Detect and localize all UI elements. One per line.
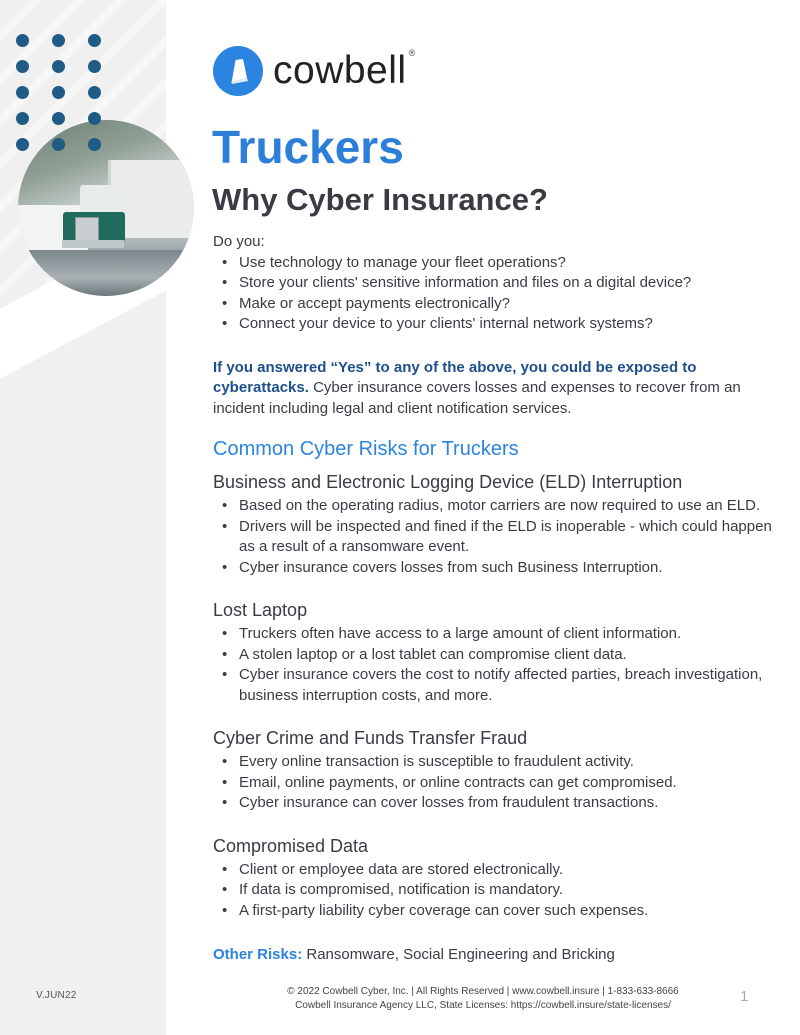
list-item: • Based on the operating radius, motor carriers are now required to use an ELD.: [213, 496, 773, 517]
risk-title: Business and Electronic Logging Device (ELD) Interruption: [213, 472, 683, 492]
dot: [16, 112, 29, 125]
dot: [16, 34, 29, 47]
dot: [52, 60, 65, 73]
list-item: • Client or employee data are stored electronically.: [213, 860, 773, 881]
list-item: • A first-party liability cyber coverage can cover such expenses.: [213, 901, 773, 922]
list-item: • Cyber insurance can cover losses from fraudulent transactions.: [213, 793, 773, 814]
dot: [88, 86, 101, 99]
callout-bold: If you answered “Yes” to any of the above, you could be exposed to cyberattacks.: [213, 358, 697, 396]
risk-section-lost-laptop: [213, 596, 773, 706]
main-content: [213, 232, 773, 981]
dot: [88, 138, 101, 151]
risk-title: Compromised Data: [213, 835, 369, 856]
dot: [88, 112, 101, 125]
risk-list: [213, 496, 773, 578]
risk-section-compromised-data: [213, 832, 773, 922]
risk-title: Lost Laptop: [213, 600, 308, 620]
risks-heading: Common Cyber Risks for Truckers: [213, 438, 519, 460]
dot-grid-decoration: [16, 34, 102, 151]
other-risks-label: Other Risks:: [213, 946, 303, 963]
dot: [88, 34, 101, 47]
list-item: • Cyber insurance covers the cost to notify affected parties, breach investigation, business interruption costs, and more.: [213, 665, 773, 706]
list-item: • Every online transaction is susceptible to fraudulent activity.: [213, 752, 773, 773]
risk-title: Cyber Crime and Funds Transfer Fraud: [213, 728, 528, 748]
dot: [88, 60, 101, 73]
version-label: V.JUN22: [36, 990, 77, 1001]
risk-list: [213, 624, 773, 706]
other-risks-text: Ransomware, Social Engineering and Bricking: [302, 946, 615, 963]
list-item: • If data is compromised, notification is mandatory.: [213, 880, 773, 901]
dot: [52, 34, 65, 47]
list-item: • Store your clients' sensitive information and files on a digital device?: [213, 273, 773, 294]
list-item: • Email, online payments, or online contracts can get compromised.: [213, 773, 773, 794]
dot: [52, 112, 65, 125]
list-item: • Cyber insurance covers losses from such Business Interruption.: [213, 558, 773, 579]
dot: [16, 138, 29, 151]
footer-copyright: © 2022 Cowbell Cyber, Inc. | All Rights Reserved | www.cowbell.insure | 1-833-633-8666: [287, 986, 679, 997]
footer-licenses: Cowbell Insurance Agency LLC, State Licenses: https://cowbell.insure/state-licenses/: [295, 1000, 671, 1011]
risk-list: [213, 752, 773, 814]
intro-lead: Do you:: [213, 233, 265, 250]
risk-list: [213, 860, 773, 922]
page-title: Truckers: [212, 121, 404, 173]
cowbell-logo: [213, 46, 415, 96]
dot: [52, 86, 65, 99]
photo-road: [18, 250, 194, 296]
other-risks: [213, 945, 773, 966]
list-item: • Make or accept payments electronically?: [213, 294, 773, 315]
list-item: • Use technology to manage your fleet operations?: [213, 253, 773, 274]
registered-mark: ®: [408, 48, 416, 58]
risk-section-cyber-crime: [213, 724, 773, 814]
intro-question-list: [213, 253, 773, 335]
dot: [52, 138, 65, 151]
photo-bumper: [62, 240, 124, 248]
brand-name: cowbell: [273, 49, 407, 92]
dot: [16, 86, 29, 99]
page-number: 1: [740, 988, 749, 1005]
page-subtitle: Why Cyber Insurance?: [212, 182, 548, 217]
dot: [16, 60, 29, 73]
cowbell-icon: [213, 46, 263, 96]
diagonal-gray-panel: [0, 250, 166, 1018]
list-item: • Connect your device to your clients' internal network systems?: [213, 314, 773, 335]
risk-section-eld: [213, 468, 773, 578]
list-item: • Drivers will be inspected and fined if the ELD is inoperable - which could happen as a result of a ransomware event.: [213, 517, 773, 558]
callout-text: Cyber insurance covers losses and expenses to recover from an incident including legal and client notification services.: [213, 379, 741, 417]
list-item: • A stolen laptop or a lost tablet can compromise client data.: [213, 645, 773, 666]
footer: [213, 985, 753, 1013]
exposure-callout: [213, 358, 773, 420]
list-item: • Truckers often have access to a large amount of client information.: [213, 624, 773, 645]
